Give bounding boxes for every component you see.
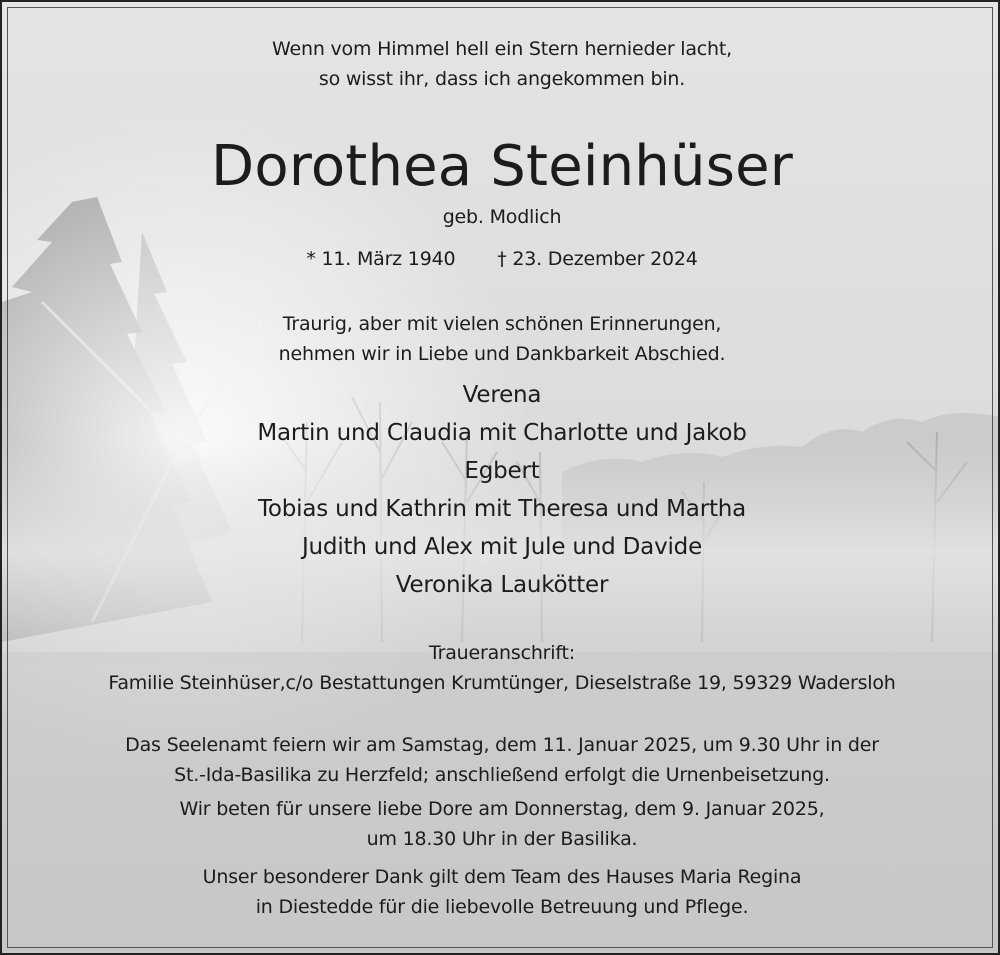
mourner-line: Tobias und Kathrin mit Theresa und Martha <box>257 496 747 522</box>
address-text: Familie Steinhüser,c/o Bestattungen Krumtünger, Dieselstraße 19, 59329 Wadersloh <box>108 672 896 694</box>
mourner-line: Judith und Alex mit Jule und Davide <box>301 534 703 560</box>
birth-name: geb. Modlich <box>442 206 562 228</box>
requiem-line-1: Das Seelenamt feiern wir am Samstag, dem 11. Januar 2025, um 9.30 Uhr in der <box>125 734 879 756</box>
requiem-line-2: St.-Ida-Basilika zu Herzfeld; anschließend erfolgt die Urnenbeisetzung. <box>174 764 830 786</box>
thanks-line-2: in Diestedde für die liebevolle Betreuung und Pflege. <box>255 896 749 918</box>
life-dates <box>2 246 1000 272</box>
thanks-line-1: Unser besonderer Dank gilt dem Team des Hauses Maria Regina <box>202 866 802 888</box>
mourner-line: Martin und Claudia mit Charlotte und Jakob <box>257 420 747 446</box>
prayer-line-2: um 18.30 Uhr in der Basilika. <box>366 828 638 850</box>
deceased-name: Dorothea Steinhüser <box>211 134 793 199</box>
farewell-line-2: nehmen wir in Liebe und Dankbarkeit Abschied. <box>278 343 726 365</box>
farewell-line-1: Traurig, aber mit vielen schönen Erinnerungen, <box>282 313 722 335</box>
poem-line-2: so wisst ihr, dass ich angekommen bin. <box>318 68 686 90</box>
death-date: † 23. Dezember 2024 <box>497 248 698 270</box>
prayer-line-1: Wir beten für unsere liebe Dore am Donnerstag, dem 9. Januar 2025, <box>179 798 825 820</box>
poem-line-1: Wenn vom Himmel hell ein Stern hernieder lacht, <box>272 38 732 60</box>
address-label: Traueranschrift: <box>429 642 575 664</box>
mourner-line: Egbert <box>464 458 540 484</box>
mourner-line: Veronika Laukötter <box>395 572 609 598</box>
birth-date: * 11. März 1940 <box>306 248 456 270</box>
mourner-line: Verena <box>462 382 542 408</box>
